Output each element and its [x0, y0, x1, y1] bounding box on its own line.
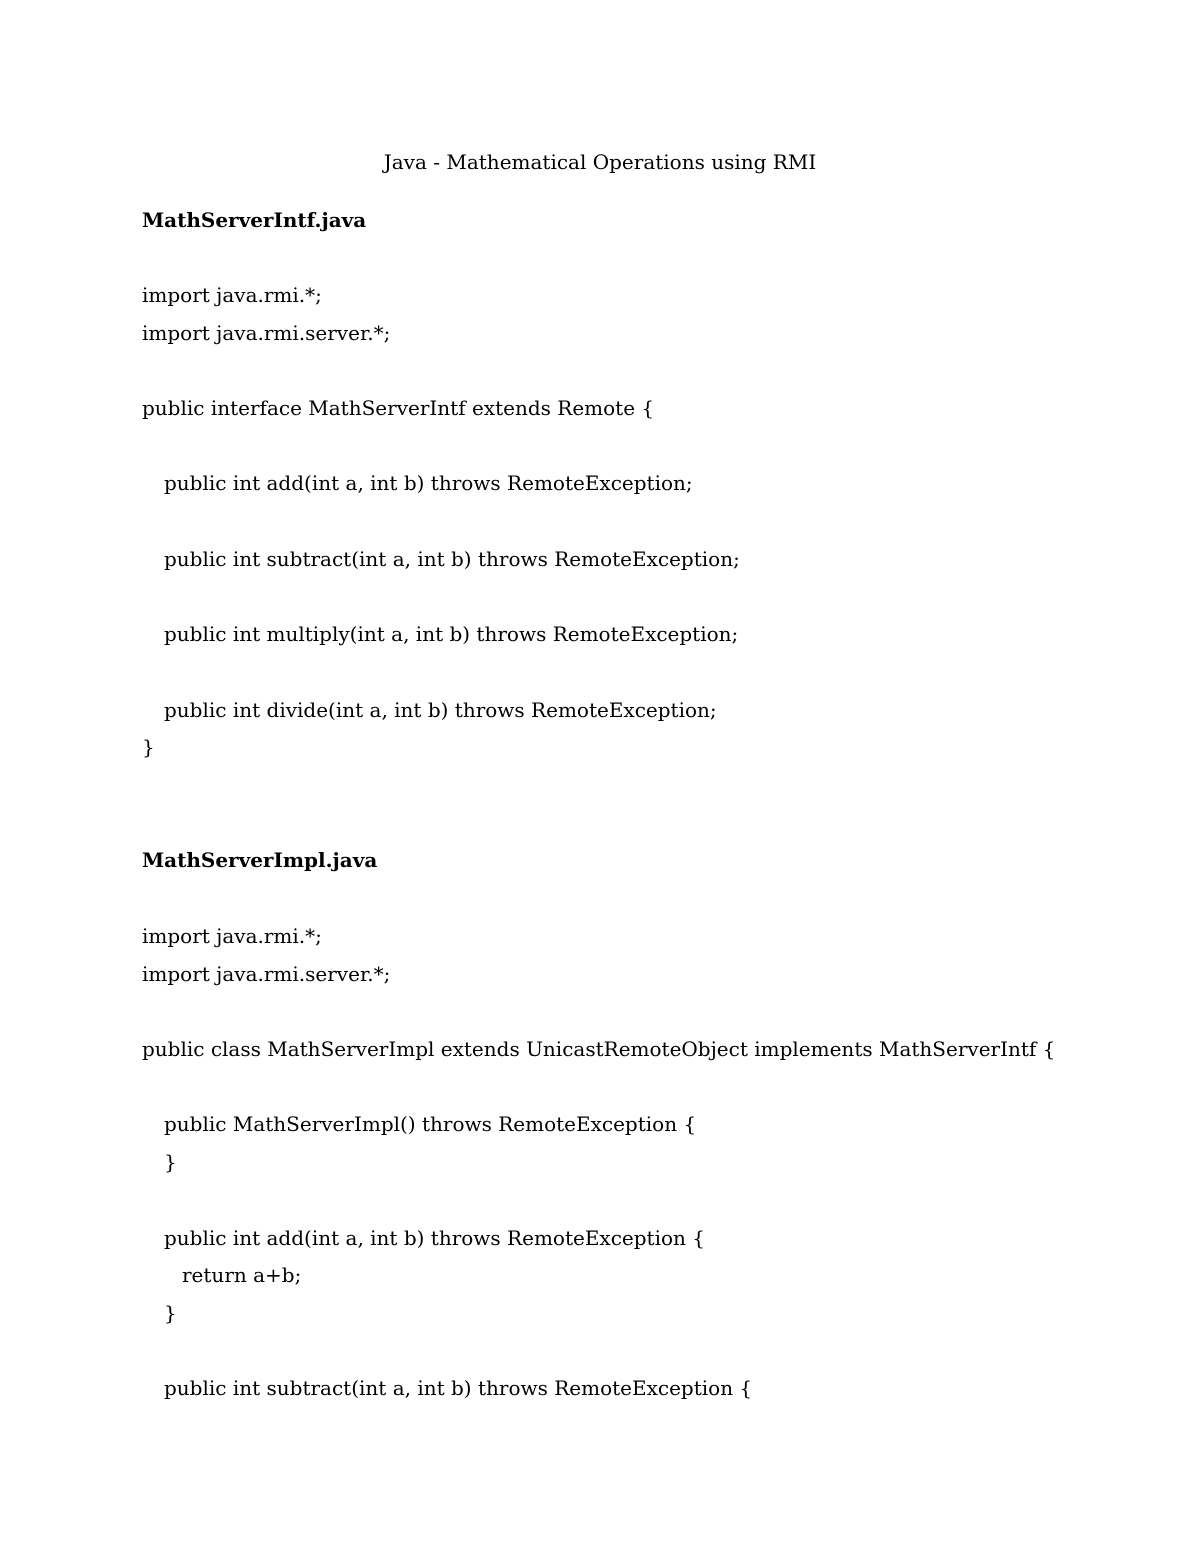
code-line-blank	[142, 1069, 1142, 1107]
code-line-blank	[142, 1182, 1142, 1220]
code-line: public int subtract(int a, int b) throws RemoteException {	[164, 1376, 753, 1401]
code-line: import java.rmi.server.*;	[142, 320, 391, 345]
code-line-blank	[142, 993, 1142, 1031]
code-line: public int add(int a, int b) throws RemoteException;	[164, 471, 693, 496]
code-line-blank	[142, 654, 1142, 692]
code-line: public int divide(int a, int b) throws RemoteException;	[164, 697, 717, 722]
code-line-blank	[142, 503, 1142, 541]
code-line: public int add(int a, int b) throws RemoteException {	[164, 1225, 705, 1250]
section-heading-intf: MathServerIntf.java	[142, 208, 367, 232]
code-block-intf	[142, 277, 1142, 767]
code-line-blank	[142, 428, 1142, 466]
code-line: import java.rmi.*;	[142, 283, 322, 307]
code-line: import java.rmi.*;	[142, 924, 322, 948]
section-heading-impl: MathServerImpl.java	[142, 848, 378, 872]
code-line: }	[164, 1150, 177, 1175]
code-line: public interface MathServerIntf extends Remote {	[142, 396, 655, 421]
code-line: return a+b;	[182, 1263, 302, 1288]
code-line-blank	[142, 579, 1142, 617]
code-block-impl	[142, 918, 1142, 1408]
code-line: }	[164, 1300, 177, 1325]
code-line: import java.rmi.server.*;	[142, 961, 391, 986]
code-line-blank	[142, 1333, 1142, 1371]
code-line: public int multiply(int a, int b) throws RemoteException;	[164, 622, 739, 647]
code-line-blank	[142, 352, 1142, 390]
code-line: public class MathServerImpl extends UnicastRemoteObject implements MathServerIntf {	[142, 1037, 1056, 1062]
code-line: public MathServerImpl() throws RemoteException {	[164, 1112, 697, 1137]
code-line: }	[142, 735, 155, 760]
code-line: public int subtract(int a, int b) throws RemoteException;	[164, 546, 740, 571]
document-title: Java - Mathematical Operations using RMI	[383, 150, 817, 174]
